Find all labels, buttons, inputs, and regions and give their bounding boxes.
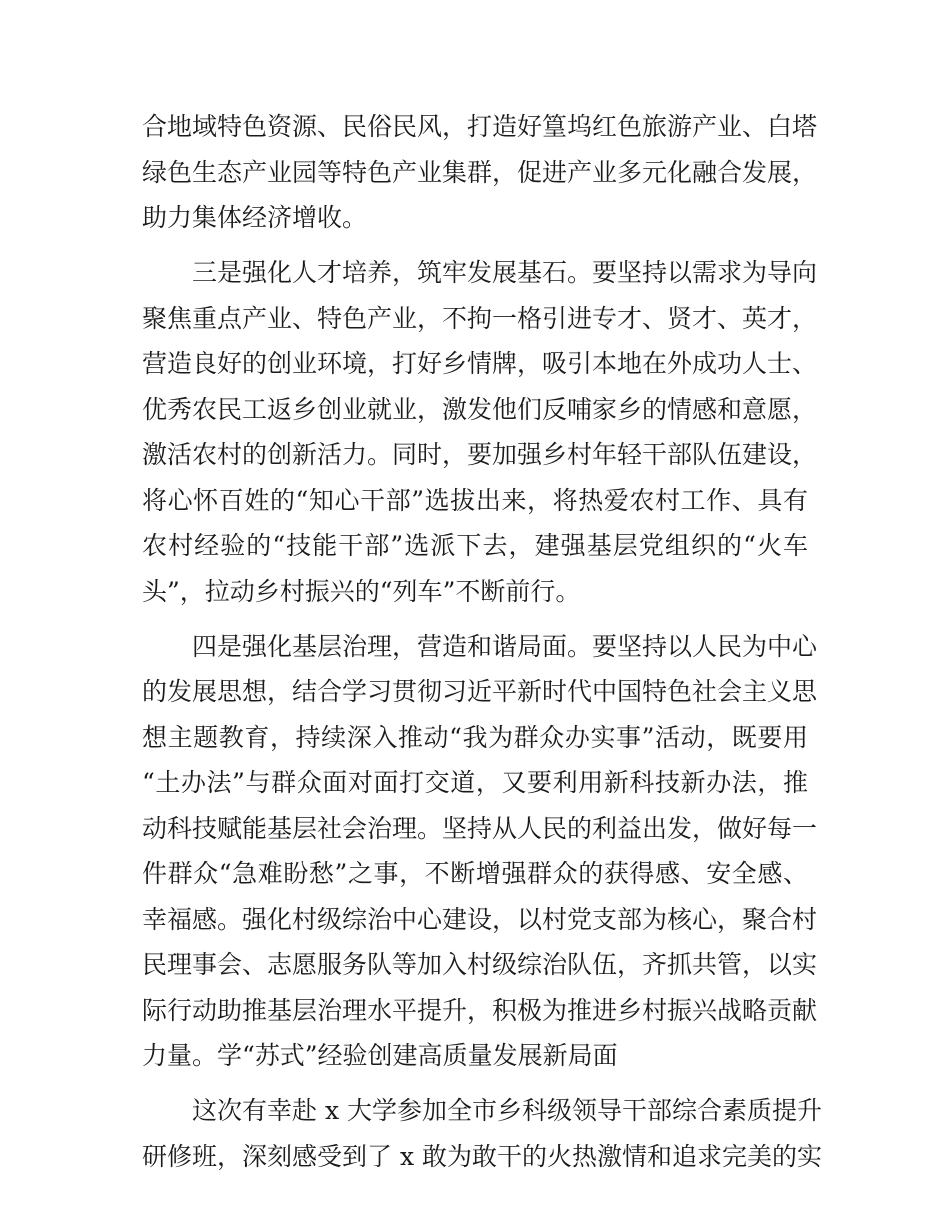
text-line	[0, 669, 950, 715]
text-line-content: 四是强化基层治理，营造和谐局面。要坚持以人民为中心	[192, 632, 818, 661]
text-line	[0, 760, 950, 806]
text-line	[0, 296, 950, 342]
text-line	[0, 150, 950, 196]
text-line	[0, 569, 950, 615]
text-line	[0, 851, 950, 897]
text-line	[0, 341, 950, 387]
text-line-content: 幸福感。强化村级综治中心建设，以村党支部为核心，聚合村	[142, 905, 818, 934]
text-line	[0, 1033, 950, 1079]
text-line	[0, 387, 950, 433]
text-line	[0, 942, 950, 988]
text-line-content: 农村经验的“技能干部”选派下去，建强基层党组织的“火车	[142, 531, 808, 560]
text-line-content: 研修班，深刻感受到了 x 敢为敢干的火热激情和追求完美的实	[142, 1142, 822, 1171]
text-line	[0, 806, 950, 852]
text-line-content: 聚焦重点产业、特色产业，不拘一格引进专才、贤才、英才，	[142, 304, 818, 333]
text-line-content: 民理事会、志愿服务队等加入村级综治队伍，齐抓共管，以实	[142, 950, 818, 979]
text-line-content: 优秀农民工返乡创业就业，激发他们反哺家乡的情感和意愿，	[142, 395, 818, 424]
text-line-content: 绿色生态产业园等特色产业集群，促进产业多元化融合发展，	[142, 158, 818, 187]
text-line-content: 际行动助推基层治理水平提升，积极为推进乡村振兴战略贡献	[142, 996, 818, 1025]
text-line	[0, 1134, 950, 1180]
text-line	[0, 478, 950, 524]
paragraph-first-line	[0, 1088, 950, 1134]
text-line-content: 三是强化人才培养，筑牢发展基石。要坚持以需求为导向	[192, 258, 818, 287]
text-line-content: 合地域特色资源、民俗民风，打造好篁坞红色旅游产业、白塔	[142, 112, 818, 141]
text-line-content: 营造良好的创业环境，打好乡情牌，吸引本地在外成功人士、	[142, 349, 818, 378]
text-line-content: 这次有幸赴 x 大学参加全市乡科级领导干部综合素质提升	[192, 1096, 822, 1125]
text-line-content: 激活农村的创新活力。同时，要加强乡村年轻干部队伍建设，	[142, 440, 818, 469]
text-line-content: 想主题教育，持续深入推动“我为群众办实事”活动，既要用	[142, 723, 808, 752]
text-line	[0, 715, 950, 761]
paragraph-first-line	[0, 250, 950, 296]
text-line-content: 动科技赋能基层社会治理。坚持从人民的利益出发，做好每一	[142, 814, 818, 843]
text-line	[0, 897, 950, 943]
text-line	[0, 523, 950, 569]
text-line-content: “土办法”与群众面对面打交道，又要利用新科技新办法，推	[142, 768, 808, 797]
text-line-content: 力量。学“苏式”经验创建高质量发展新局面	[142, 1041, 618, 1070]
text-line	[0, 432, 950, 478]
text-line-content: 的发展思想，结合学习贯彻习近平新时代中国特色社会主义思	[142, 677, 818, 706]
text-line-content: 助力集体经济增收。	[142, 203, 368, 232]
paragraph-first-line	[0, 624, 950, 670]
text-line-content: 件群众“急难盼愁”之事，不断增强群众的获得感、安全感、	[142, 859, 808, 888]
text-line	[0, 988, 950, 1034]
text-line-content: 将心怀百姓的“知心干部”选拔出来，将热爱农村工作、具有	[142, 486, 808, 515]
text-line	[0, 104, 950, 150]
text-line-content: 头”，拉动乡村振兴的“列车”不断前行。	[142, 577, 581, 606]
text-line	[0, 195, 950, 241]
